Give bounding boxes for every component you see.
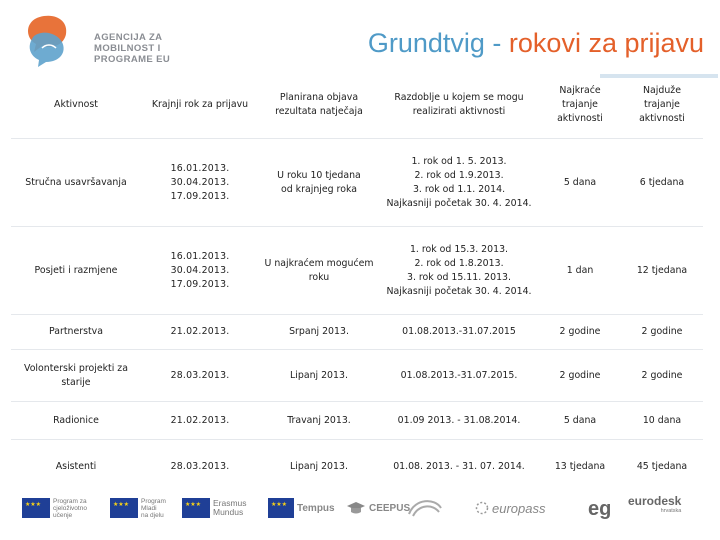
cell-max: 12 tjedana — [636, 264, 688, 276]
cell-deadline: 21.02.2013. — [170, 414, 230, 426]
cell-max: 6 tjedana — [639, 176, 685, 188]
header-period: Razdoblje u kojem se mogu realizirati aktivnosti — [394, 92, 524, 117]
eu-flag-icon — [182, 498, 210, 518]
cell-period: 01.09 2013. - 31.08.2014. — [397, 414, 521, 426]
cell-max: 2 godine — [641, 326, 683, 337]
eu-flag-icon — [110, 498, 138, 518]
cell-period: 01.08.2013.-31.07.2015. — [400, 369, 518, 381]
cell-results: U najkraćem mogućem roku — [264, 257, 374, 283]
es-monogram-icon — [588, 496, 614, 520]
table-row — [11, 440, 703, 495]
cell-results: Srpanj 2013. — [289, 326, 349, 337]
cell-period: 1. rok od 15.3. 2013. 2. rok od 1.8.2013. 3. rok od 15.11. 2013. Najkasniji početak 30. 4. 2014. — [386, 243, 532, 297]
graduation-cap-icon — [346, 501, 366, 515]
cell-max: 10 dana — [642, 414, 682, 426]
logo-tempus[interactable]: ★ ★ ★ Tempus — [268, 494, 335, 522]
table-row — [11, 315, 703, 350]
cell-activity: Radionice — [53, 414, 99, 426]
header-activity: Aktivnost — [54, 99, 98, 110]
header-max-duration: Najduže trajanje aktivnosti — [639, 85, 685, 124]
agency-logo[interactable] — [22, 12, 172, 70]
speech-bubbles-icon — [22, 12, 82, 68]
cell-results: U roku 10 tjedana od krajnjeg roka — [277, 169, 361, 195]
cell-activity: Posjeti i razmjene — [34, 264, 118, 276]
logo-youth-in-action[interactable]: ★ ★ ★ Program Mladi na djelu — [110, 494, 166, 522]
cell-activity: Volonterski projekti za starije — [24, 362, 128, 388]
logo-erasmus-mundus[interactable]: ★ ★ ★ Erasmus Mundus — [182, 494, 247, 522]
cell-activity: Asistenti — [55, 461, 97, 472]
partner-logos — [0, 490, 720, 530]
eu-flag-icon — [268, 498, 294, 518]
agency-name: AGENCIJA ZA MOBILNOST I PROGRAME EU — [94, 32, 171, 65]
star-ring-icon — [475, 501, 489, 515]
cell-deadline: 21.02.2013. — [170, 326, 230, 337]
logo-lifelong-learning[interactable]: ★ ★ ★ Program za cjeloživotno učenje — [22, 494, 87, 522]
cell-max: 2 godine — [641, 369, 683, 381]
header — [0, 0, 720, 72]
cell-results: Lipanj 2013. — [290, 461, 348, 472]
cell-period: 1. rok od 1. 5. 2013. 2. rok od 1.9.2013. 3. rok od 1.1. 2014. Najkasniji početak 30. 4. 2014. — [386, 155, 532, 209]
svg-text:eg: eg — [588, 498, 612, 520]
table-header-row — [11, 72, 703, 139]
cell-min: 13 tjedana — [554, 461, 606, 472]
cell-period: 01.08.2013.-31.07.2015 — [402, 326, 516, 337]
table-row — [11, 350, 703, 402]
cell-min: 2 godine — [559, 369, 601, 381]
table-row — [11, 402, 703, 440]
logo-europass[interactable]: europass — [475, 494, 545, 522]
header-results: Planirana objava rezultata natječaja — [275, 92, 363, 117]
logo-zlatni-swirl — [405, 494, 449, 522]
cell-activity: Stručna usavršavanja — [25, 176, 127, 188]
logo-eurodesk[interactable]: eurodesk hrvatska — [628, 494, 682, 514]
eu-flag-icon — [22, 498, 50, 518]
cell-results: Lipanj 2013. — [290, 369, 348, 381]
cell-min: 2 godine — [559, 326, 601, 337]
swirl-logo-icon — [405, 496, 449, 520]
page-title: Grundtvig - rokovi za prijavu — [367, 28, 704, 58]
cell-period: 01.08. 2013. - 31. 07. 2014. — [393, 461, 525, 472]
cell-results: Travanj 2013. — [287, 414, 351, 426]
table-row — [11, 227, 703, 315]
deadlines-table — [11, 72, 703, 494]
cell-deadline: 28.03.2013. — [170, 369, 230, 381]
cell-deadline: 28.03.2013. — [170, 461, 230, 472]
table-row — [11, 139, 703, 227]
cell-deadline: 16.01.2013. 30.04.2013. 17.09.2013. — [170, 162, 230, 202]
cell-min: 1 dan — [566, 264, 594, 276]
cell-activity: Partnerstva — [49, 326, 103, 337]
cell-min: 5 dana — [563, 176, 597, 188]
header-min-duration: Najkraće trajanje aktivnosti — [557, 85, 603, 124]
logo-ceepus[interactable]: CEEPUS — [346, 494, 410, 522]
header-deadline: Krajnji rok za prijavu — [151, 99, 249, 110]
cell-min: 5 dana — [563, 414, 597, 426]
cell-max: 45 tjedana — [636, 461, 688, 472]
logo-es — [588, 494, 614, 522]
cell-deadline: 16.01.2013. 30.04.2013. 17.09.2013. — [170, 250, 230, 290]
